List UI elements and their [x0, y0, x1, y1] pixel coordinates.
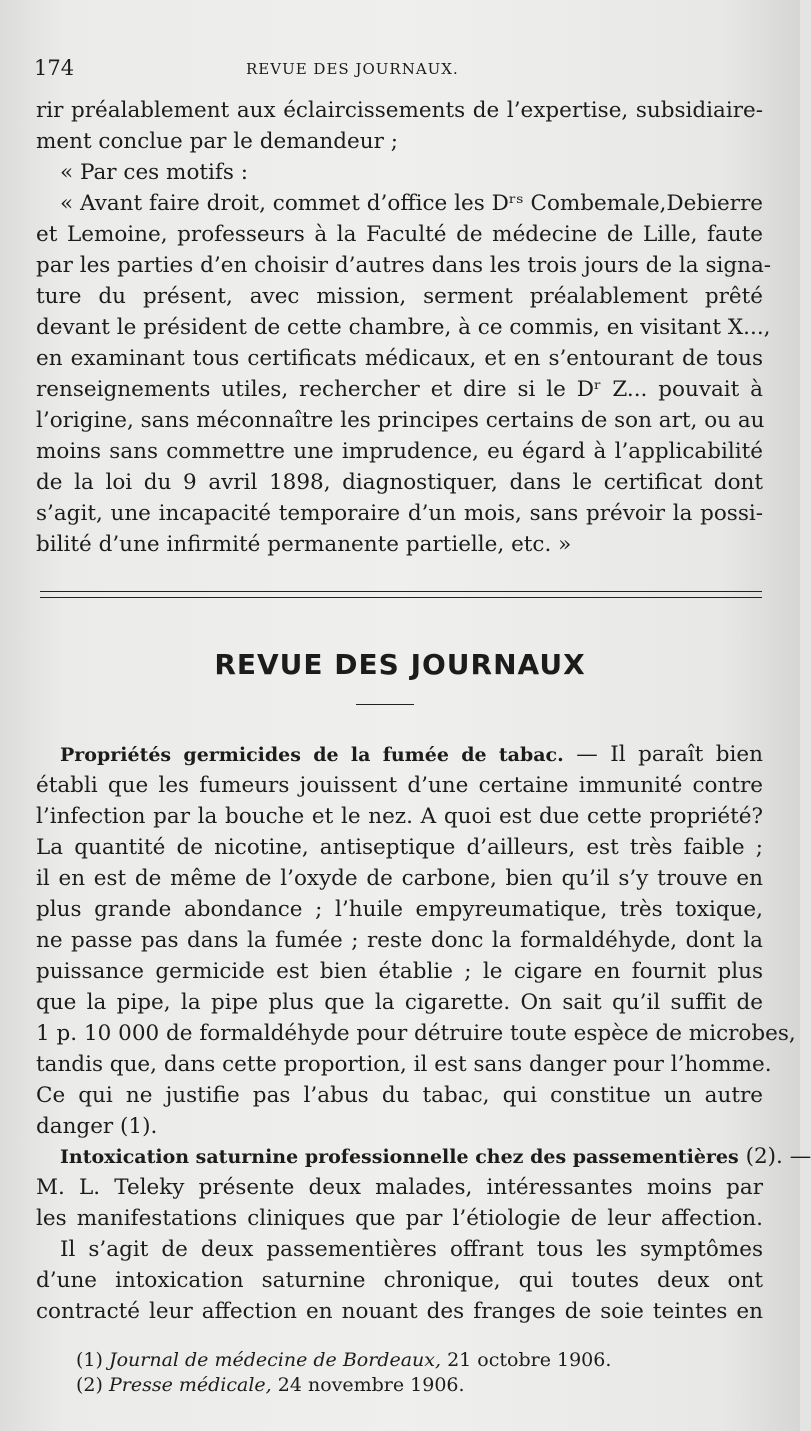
text-line: établi que les fumeurs jouissent d’une certaine immunité contre — [36, 773, 763, 798]
text-line: puissance germicide est bien établie ; le cigare en fournit plus — [36, 959, 763, 984]
page-number: 174 — [34, 56, 75, 80]
text-line: tandis que, dans cette proportion, il est sans danger pour l’homme. — [36, 1052, 772, 1077]
footnote — [76, 1373, 611, 1398]
text-line: et Lemoine, professeurs à la Faculté de médecine de Lille, faute — [36, 222, 763, 247]
footnote-date: 21 octobre 1906. — [447, 1349, 612, 1371]
text-line: devant le président de cette chambre, à ce commis, en visitant X..., — [36, 315, 771, 340]
footnote-marker: (2) — [76, 1374, 103, 1396]
text-line: de la loi du 9 avril 1898, diagnostiquer, dans le certificat dont — [36, 470, 763, 495]
text-line: s’agit, une incapacité temporaire d’un mois, sans prévoir la possi- — [36, 501, 763, 526]
text-line: La quantité de nicotine, antiseptique d’ailleurs, est très faible ; — [36, 835, 763, 860]
text-line: l’infection par la bouche et le nez. A quoi est due cette propriété? — [36, 804, 763, 829]
text-line: 1 p. 10 000 de formaldéhyde pour détruire toute espèce de microbes, — [36, 1021, 796, 1046]
section-rule — [40, 591, 762, 592]
running-head: REVUE DES JOURNAUX. — [246, 60, 459, 78]
text-line: « Avant faire droit, commet d’office les Dʳˢ Combemale,Debierre — [60, 191, 763, 216]
text-line: en examinant tous certificats médicaux, et en s’entourant de tous — [36, 346, 763, 371]
footnote-source: Journal de médecine de Bordeaux, — [108, 1349, 442, 1371]
text-line: renseignements utiles, rechercher et dire si le Dʳ Z... pouvait à — [36, 377, 763, 402]
section-title: REVUE DES JOURNAUX — [214, 648, 586, 681]
article-lead-poisoning — [36, 1141, 811, 1327]
text-line: Il s’agit de deux passementières offrant tous les symptômes — [60, 1237, 763, 1262]
text-line: rir préalablement aux éclaircissements de l’expertise, subsidiaire- — [36, 98, 763, 123]
text-line: M. L. Teleky présente deux malades, intéressantes moins par — [36, 1175, 763, 1200]
article-heading-rest: (2). — — [745, 1144, 811, 1169]
text-line: « Par ces motifs : — [60, 160, 248, 185]
footnotes — [76, 1348, 611, 1398]
text-line: que la pipe, la pipe plus que la cigarette. On sait qu’il suffit de — [36, 990, 763, 1015]
text-line: bilité d’une infirmité permanente partielle, etc. » — [36, 532, 572, 557]
text-line: plus grande abondance ; l’huile empyreumatique, très toxique, — [36, 897, 763, 922]
text-line: danger (1). — [36, 1114, 158, 1139]
text-line: Ce qui ne justifie pas l’abus du tabac, qui constitue un autre — [36, 1083, 763, 1108]
text-line: moins sans commettre une imprudence, eu égard à l’applicabilité — [36, 439, 763, 464]
text-line: contracté leur affection en nouant des franges de soie teintes en — [36, 1299, 763, 1324]
continued-text — [36, 95, 772, 560]
article-heading: Intoxication saturnine professionnelle chez des passementières — [60, 1146, 739, 1168]
article-heading-rest: — Il paraît bien — [576, 742, 763, 767]
text-line: ne passe pas dans la fumée ; reste donc la formaldéhyde, dont la — [36, 928, 763, 953]
text-line: les manifestations cliniques que par l’étiologie de leur affection. — [36, 1206, 763, 1231]
text-line: d’une intoxication saturnine chronique, qui toutes deux ont — [36, 1268, 763, 1293]
text-line: par les parties d’en choisir d’autres dans les trois jours de la signa- — [36, 253, 772, 278]
title-underline — [356, 704, 414, 705]
article-first-line — [36, 739, 763, 770]
footnote — [76, 1348, 611, 1373]
text-line: ture du présent, avec mission, serment préalablement prêté — [36, 284, 763, 309]
article-heading: Propriétés germicides de la fumée de tabac. — [60, 744, 564, 766]
footnote-marker: (1) — [76, 1349, 103, 1371]
footnote-date: 24 novembre 1906. — [277, 1374, 465, 1396]
text-line: il en est de même de l’oxyde de carbone, bien qu’il s’y trouve en — [36, 866, 763, 891]
article-first-line — [36, 1141, 811, 1172]
text-line: ment conclue par le demandeur ; — [36, 129, 398, 154]
article-tobacco — [36, 739, 796, 1142]
page-header — [34, 56, 760, 88]
text-line: l’origine, sans méconnaître les principes certains de son art, ou au — [36, 408, 765, 433]
section-rule — [40, 597, 762, 598]
footnote-source: Presse médicale, — [108, 1374, 272, 1396]
